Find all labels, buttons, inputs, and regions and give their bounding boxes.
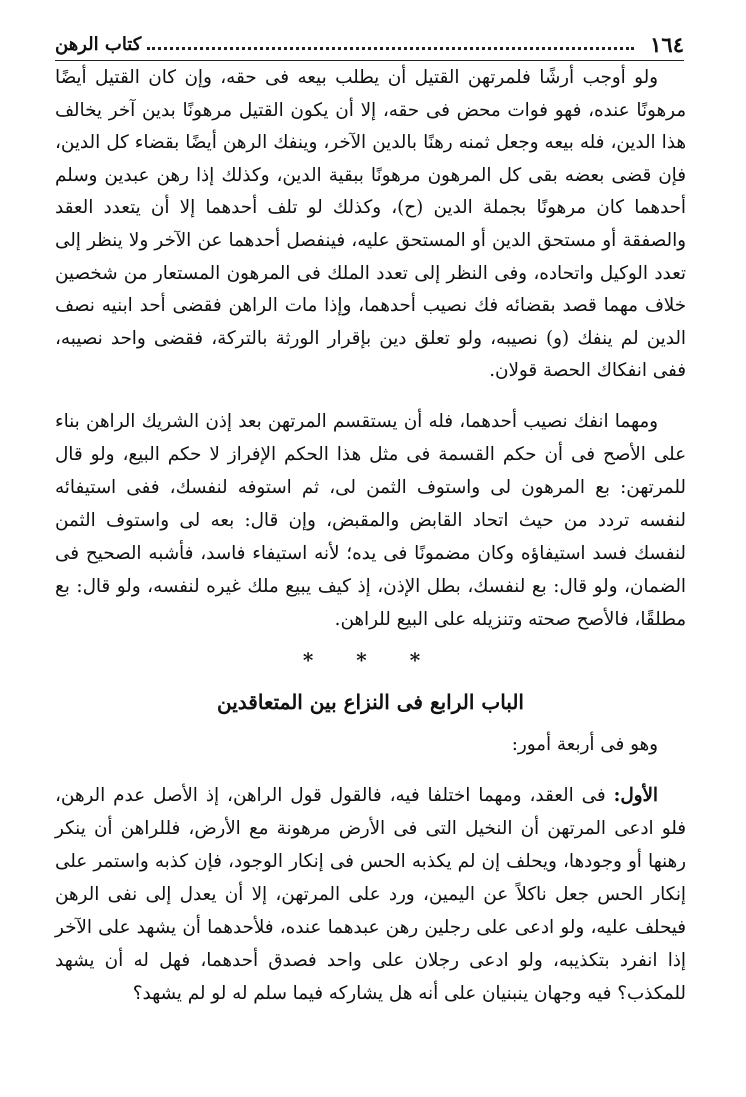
paragraph-3-text: فى العقد، ومهما اختلفا فيه، فالقول قول الراهن، إذ الأصل عدم الرهن، فلو ادعى المرتهن أن النخيل التى فى الأرض مرهونة مع الأرض، فللراهن أن ينكر رهنها أو وجودها، ويحلف إن لم يكذبه الحس فى إنكار الوجود، فإن كذبه واستمر على إنكار الحس جعل ناكلاً عن اليمين، ورد على المرتهن، إلا أن يعدل إلى نفى الرهن فيحلف عليه، ولو ادعى على رجلين رهن عبدهما عنده، فلأحدهما أن يشهد على الآخر إذا انفرد بتكذيبه، ولو ادعى رجلان على واحد فصدق أحدهما، فهل له أن يشهد للمكذب؟ فيه وجهان ينبنيان على أنه هل يشاركه فيما سلم له لو لم يشهد؟ xyxy=(55,785,686,1005)
page-body xyxy=(55,62,686,1010)
running-title: كتاب الرهن xyxy=(55,33,142,55)
header-dotted-leader xyxy=(147,39,634,50)
chapter-intro: وهو فى أربعة أمور: xyxy=(511,733,658,755)
paragraph-3 xyxy=(55,779,686,1010)
paragraph-3-lead: الأول: xyxy=(613,785,658,807)
paragraph-2: ومهما انفك نصيب أحدهما، فله أن يستقسم المرتهن بعد إذن الشريك الراهن بناء على الأصح فى أن حكم القسمة فى مثل هذا الحكم الإفراز لا حكم البيع، ولو قال للمرتهن: بع المرهون لى واستوف الثمن لى، ثم استوفه لنفسك، ففى استيفائه لنفسه تردد من حيث اتحاد القابض والمقبض، وإن قال: بعه لى واستوف الثمن لنفسك فسد استيفاؤه وكان مضمونًا فى يده؛ لأنه استيفاء فاسد، فأشبه الصحيح فى الضمان، ولو قال: بع لنفسك، بطل الإذن، إذ كيف يبيع ملك غيره لنفسه، ولو قال: بع مطلقًا، فالأصح صحته وتنزيله على البيع للراهن. xyxy=(55,410,686,630)
page-header xyxy=(55,28,684,61)
page-number: ١٦٤ xyxy=(650,31,684,57)
paragraph-1: ولو أوجب أرشًا فلمرتهن القتيل أن يطلب بيعه فى حقه، وإن كان القتيل أيضًا مرهونًا عنده، فهو فوات محض فى حقه، إلا أن يكون القتيل مرهونًا بدين آخر يخالف هذا الدين، فله بيعه وجعل ثمنه رهنًا بالدين الآخر، وينفك الرهن أيضًا بقضاء كل الدين، فإن قضى بعضه بقى كل المرهون مرهونًا ببقية الدين، وكذلك إذا رهن عبدين وسلم أحدهما كان مرهونًا بجملة الدين (ح)، وكذلك لو تلف أحدهما إلا أن يتعدد العقد والصفقة أو مستحق الدين أو المستحق عليه، فينفصل أحدهما عن الآخر ولا ينظر إلى تعدد الوكيل واتحاده، وفى النظر إلى تعدد الملك فى المرهون المستعار من شخصين خلاف مهما قصد بقضائه فك نصيب أحدهما، وإذا مات الراهن فقضى أحد ابنيه نصف الدين لم ينفك (و) نصيبه، ولو تعلق دين بإقرار الورثة بالتركة، فقضى واحد نصيبه، ففى انفكاك الحصة قولان. xyxy=(55,67,686,382)
section-separator: * * * xyxy=(302,647,439,672)
chapter-title: الباب الرابع فى النزاع بين المتعاقدين xyxy=(217,689,524,714)
